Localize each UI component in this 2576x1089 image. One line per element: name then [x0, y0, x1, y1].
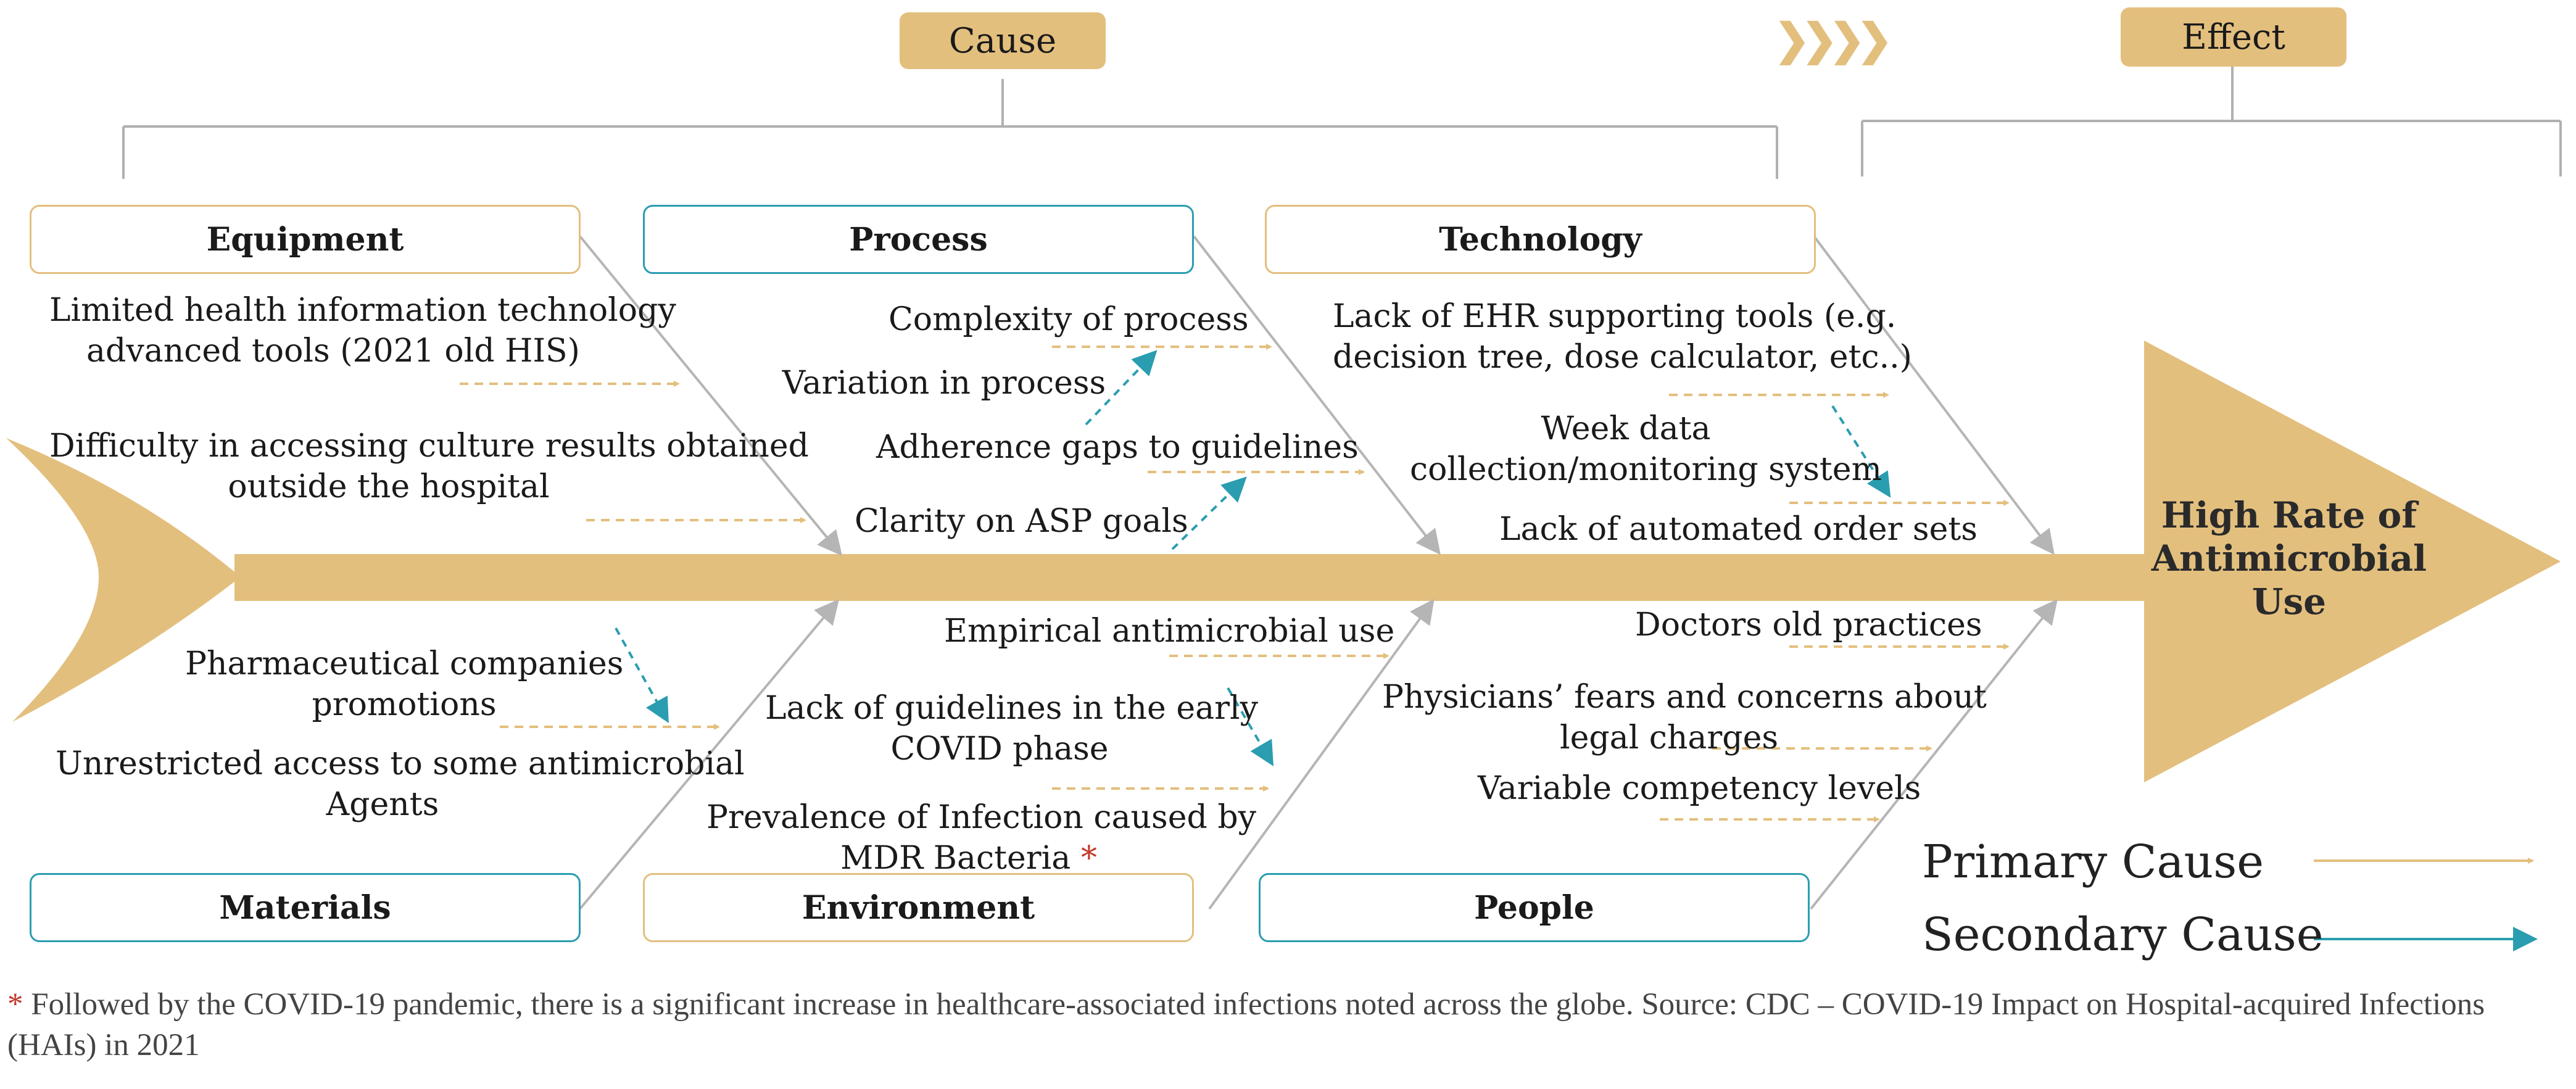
cause-people-2 [1382, 677, 1987, 758]
cause-line: outside the hospital [228, 468, 550, 505]
category-materials-label: Materials [219, 888, 391, 927]
cause-line: COVID phase [890, 731, 1109, 768]
category-equipment [30, 205, 581, 274]
cause-technology-3: Lack of automated order sets [1499, 511, 1978, 548]
category-process [643, 205, 1194, 274]
cause-line: promotions [312, 686, 497, 723]
effect-bracket [1862, 67, 2561, 176]
cause-text: MDR Bacteria [840, 840, 1071, 877]
effect-text: High Rate of Antimicrobial Use [2151, 494, 2427, 623]
cause-line: Difficulty in accessing culture results obtained [49, 428, 809, 465]
cause-process-1: Complexity of process [888, 301, 1249, 338]
secondary-arrow [616, 628, 666, 719]
cause-line: Unrestricted access to some antimicrobial [56, 745, 745, 782]
cause-technology-1 [1333, 296, 1912, 378]
cause-line: Prevalence of Infection caused by [706, 799, 1256, 836]
spine [234, 554, 2160, 601]
footnote-text: Followed by the COVID-19 pandemic, there is a significant increase in healthcare-associated infections noted across the globe. Source: CDC – COVID-19 Impact on Hospital-acquired Infections (HAIs) in 2021 [7, 987, 2485, 1062]
category-environment-label: Environment [801, 888, 1035, 927]
cause-line: Week data [1541, 410, 1711, 447]
cause-equipment-2 [49, 426, 809, 507]
cause-line: advanced tools (2021 old HIS) [86, 333, 580, 370]
cause-environment-3 [706, 797, 1256, 879]
cause-header [900, 12, 1106, 69]
legend-primary-label: Primary Cause [1922, 835, 2264, 888]
effect-header [2121, 7, 2346, 67]
cause-people-3: Variable competency levels [1478, 770, 1921, 807]
category-equipment-label: Equipment [206, 220, 404, 259]
cause-bracket [123, 79, 1777, 179]
cause-header-label: Cause [948, 20, 1057, 61]
category-technology-label: Technology [1439, 220, 1642, 259]
cause-line: decision tree, dose calculator, etc..) [1333, 339, 1912, 376]
legend-secondary-label: Secondary Cause [1922, 908, 2324, 961]
cause-process-3: Adherence gaps to guidelines [876, 429, 1359, 466]
footnote-asterisk: * [7, 987, 23, 1022]
cause-process-2: Variation in process [782, 365, 1106, 402]
cause-equipment-1 [49, 290, 676, 371]
cause-line: legal charges [1559, 719, 1779, 756]
cause-line: Lack of guidelines in the early [765, 690, 1258, 727]
cause-line: Lack of EHR supporting tools (e.g. [1333, 298, 1897, 335]
category-process-label: Process [849, 220, 988, 259]
cause-process-4: Clarity on ASP goals [855, 503, 1188, 540]
cause-people-1: Doctors old practices [1635, 607, 1982, 644]
bone-process [1194, 236, 1438, 551]
cause-line: Agents [326, 786, 439, 823]
effect-header-label: Effect [2182, 17, 2285, 57]
cause-line: Limited health information technology [49, 292, 676, 329]
category-materials [30, 873, 581, 942]
category-technology [1265, 205, 1816, 274]
cause-line: collection/monitoring system [1410, 451, 1882, 488]
cause-line: Pharmaceutical companies [185, 645, 624, 682]
asterisk-marker: * [1080, 840, 1097, 877]
cause-materials-1 [185, 644, 623, 725]
cause-environment-2 [765, 688, 1258, 769]
footnote [7, 984, 2568, 1066]
cause-materials-2 [56, 743, 745, 825]
cause-line: Physicians’ fears and concerns about [1382, 679, 1987, 716]
cause-line [706, 838, 1231, 879]
cause-environment-1: Empirical antimicrobial use [944, 613, 1395, 650]
chevrons-icon: ❯❯❯❯ [1774, 14, 1884, 65]
cause-technology-2 [1410, 408, 1882, 490]
category-people [1259, 873, 1810, 942]
category-environment [643, 873, 1194, 942]
category-people-label: People [1474, 888, 1594, 927]
